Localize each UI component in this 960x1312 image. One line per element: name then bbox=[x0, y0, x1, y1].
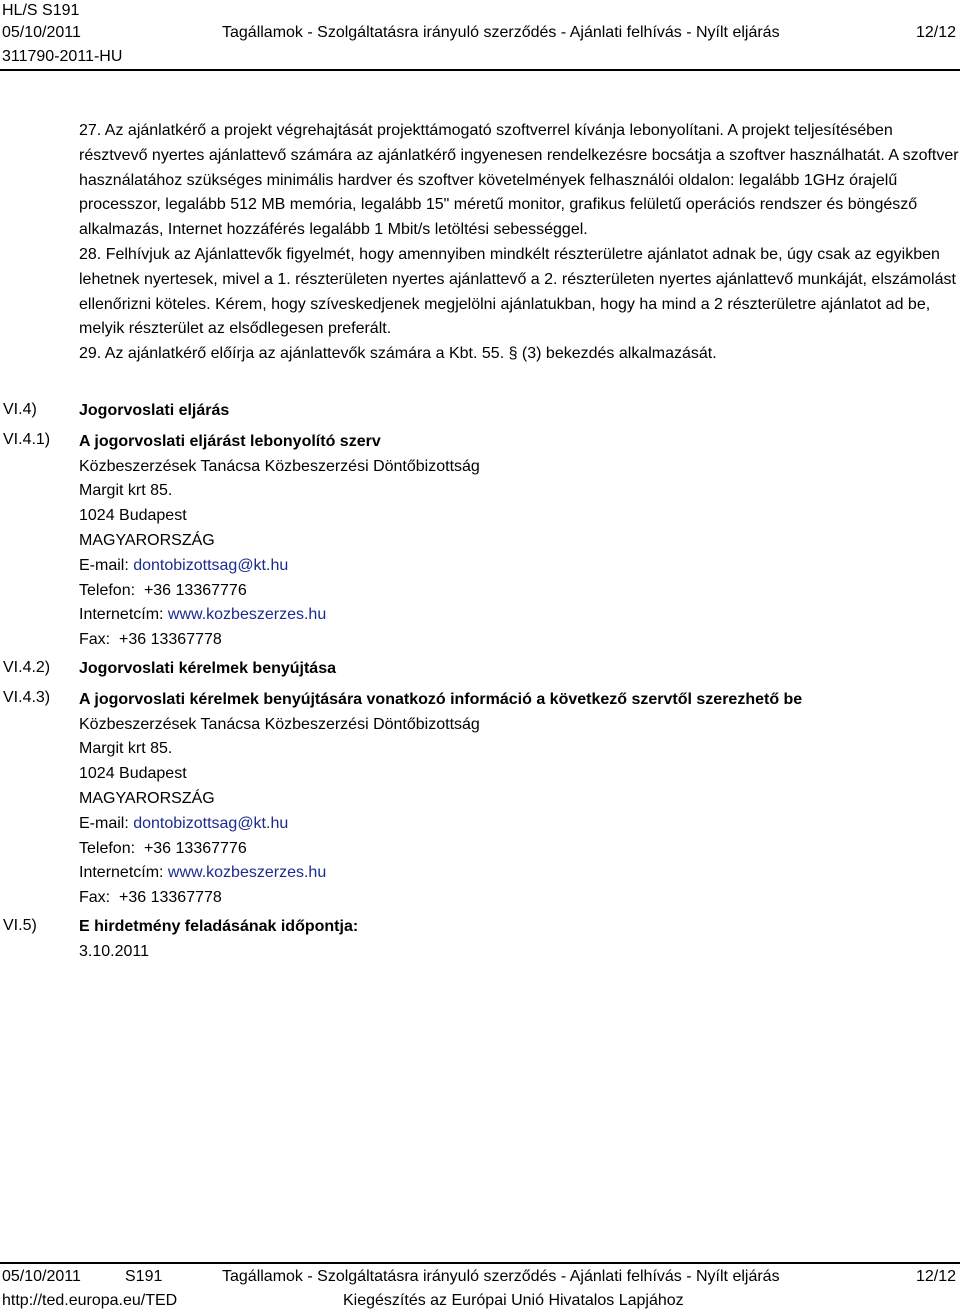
paragraph-27: 27. Az ajánlatkérő a projekt végrehajtását projekttámogató szoftverrel kívánja lebonyolítani. A projekt teljesítésében résztvevő nyertes ajánlattevő számára az ajánlatkérő ingyenesen rendelkezésre bocsátja a szoftver használhatát. A szoftver használatához szükséges minimális hardver és szoftver követelmények felhasználói oldalon: legalább 1GHz órajelű processzor, legalább 512 MB memória, legalább 15" méretű monitor, grafikus felületű operációs rendszer és böngésző alkalmazás, Internet hozzáférés legalább 1 Mbit/s letöltési sebességgel. bbox=[79, 122, 959, 239]
label-vi43: VI.4.3) bbox=[3, 689, 51, 706]
appeals-phone: +36 13367776 bbox=[143, 839, 247, 857]
label-vi42: VI.4.2) bbox=[3, 659, 51, 676]
review-street: Margit krt 85. bbox=[79, 482, 173, 500]
email-label: E-mail: bbox=[79, 556, 134, 574]
appeals-phone-line bbox=[79, 837, 959, 862]
footer-title: Tagállamok - Szolgáltatásra irányuló szerződés - Ajánlati felhívás - Nyílt eljárás bbox=[222, 1268, 780, 1285]
web-label: Internetcím: bbox=[79, 864, 168, 882]
fax-label: Fax: bbox=[79, 889, 120, 907]
additional-info bbox=[79, 119, 959, 367]
appeals-email-line bbox=[79, 812, 959, 837]
review-phone-line bbox=[79, 579, 959, 604]
label-vi41: VI.4.1) bbox=[3, 431, 51, 448]
appeals-fax: +36 13367778 bbox=[119, 889, 222, 907]
review-fax-line bbox=[79, 628, 959, 653]
section-lodging-appeals bbox=[79, 657, 959, 911]
header-rule bbox=[0, 69, 960, 71]
review-body-heading: A jogorvoslati eljárást lebonyolító szerv bbox=[79, 432, 381, 450]
dispatch-date: 3.10.2011 bbox=[79, 942, 149, 960]
review-web-line bbox=[79, 603, 959, 628]
appeals-body-heading: A jogorvoslati kérelmek benyújtására vonatkozó információ a következő szervtől szerezhető be bbox=[79, 690, 803, 708]
email-label: E-mail: bbox=[79, 814, 134, 832]
fax-label: Fax: bbox=[79, 631, 120, 649]
footer-supplement: Kiegészítés az Európai Unió Hivatalos Lapjához bbox=[343, 1292, 684, 1309]
footer-rule bbox=[0, 1262, 960, 1264]
web-label: Internetcím: bbox=[79, 606, 168, 624]
page-header bbox=[0, 0, 960, 72]
appeals-email-link[interactable]: dontobizottsag@kt.hu bbox=[133, 814, 289, 832]
phone-label: Telefon: bbox=[79, 839, 144, 857]
review-email-link[interactable]: dontobizottsag@kt.hu bbox=[133, 556, 289, 574]
review-org: Közbeszerzések Tanácsa Közbeszerzési Döntőbizottság bbox=[79, 457, 480, 475]
review-country: MAGYARORSZÁG bbox=[79, 531, 215, 549]
review-heading: Jogorvoslati eljárás bbox=[79, 402, 230, 419]
footer-date: 05/10/2011 bbox=[2, 1268, 81, 1285]
section-dispatch-date bbox=[79, 915, 959, 965]
document-id: 311790-2011-HU bbox=[2, 48, 123, 65]
appeals-fax-line bbox=[79, 886, 959, 911]
header-date: 05/10/2011 bbox=[2, 24, 81, 41]
phone-label: Telefon: bbox=[79, 581, 144, 599]
label-vi5: VI.5) bbox=[3, 917, 37, 934]
appeals-web-link[interactable]: www.kozbeszerzes.hu bbox=[167, 864, 327, 882]
page-footer bbox=[0, 1262, 960, 1311]
footer-form: S191 bbox=[125, 1268, 163, 1285]
label-vi4: VI.4) bbox=[3, 401, 37, 418]
appeals-heading: Jogorvoslati kérelmek benyújtása bbox=[79, 660, 336, 677]
header-title: Tagállamok - Szolgáltatásra irányuló szerződés - Ajánlati felhívás - Nyílt eljárás bbox=[222, 24, 780, 41]
review-web-link[interactable]: www.kozbeszerzes.hu bbox=[167, 606, 327, 624]
paragraph-29: 29. Az ajánlatkérő előírja az ajánlattevők számára a Kbt. 55. § (3) bekezdés alkalmazását. bbox=[79, 345, 717, 363]
section-review-procedure bbox=[79, 399, 959, 653]
appeals-web-line bbox=[79, 861, 959, 886]
appeals-street: Margit krt 85. bbox=[79, 740, 173, 758]
form-code: HL/S S191 bbox=[2, 2, 80, 19]
footer-url[interactable]: http://ted.europa.eu/TED bbox=[2, 1292, 178, 1309]
header-page-number: 12/12 bbox=[915, 24, 956, 41]
review-email-line bbox=[79, 554, 959, 579]
review-city: 1024 Budapest bbox=[79, 507, 187, 525]
review-phone: +36 13367776 bbox=[143, 581, 247, 599]
footer-page-number: 12/12 bbox=[915, 1268, 956, 1285]
appeals-country: MAGYARORSZÁG bbox=[79, 789, 215, 807]
paragraph-28: 28. Felhívjuk az Ajánlattevők figyelmét, hogy amennyiben mindkélt részterületre ajánlatot adnak be, úgy csak az egyikben lehetnek nyertesek, mivel a 1. részterületen nyertes ajánlattevő a 2. részterületen nyertes ajánlattevő munkáját, elszámolást ellenőrizni köteles. Kérem, hogy szíveskedjenek megjelölni ajánlatukban, hogy ha mind a 2 részterületre ajánlatot ad be, melyik részterület az elsődlegesen preferált. bbox=[79, 245, 956, 338]
appeals-org: Közbeszerzések Tanácsa Közbeszerzési Döntőbizottság bbox=[79, 715, 480, 733]
appeals-city: 1024 Budapest bbox=[79, 765, 187, 783]
review-fax: +36 13367778 bbox=[119, 631, 222, 649]
dispatch-heading: E hirdetmény feladásának időpontja: bbox=[79, 918, 359, 935]
